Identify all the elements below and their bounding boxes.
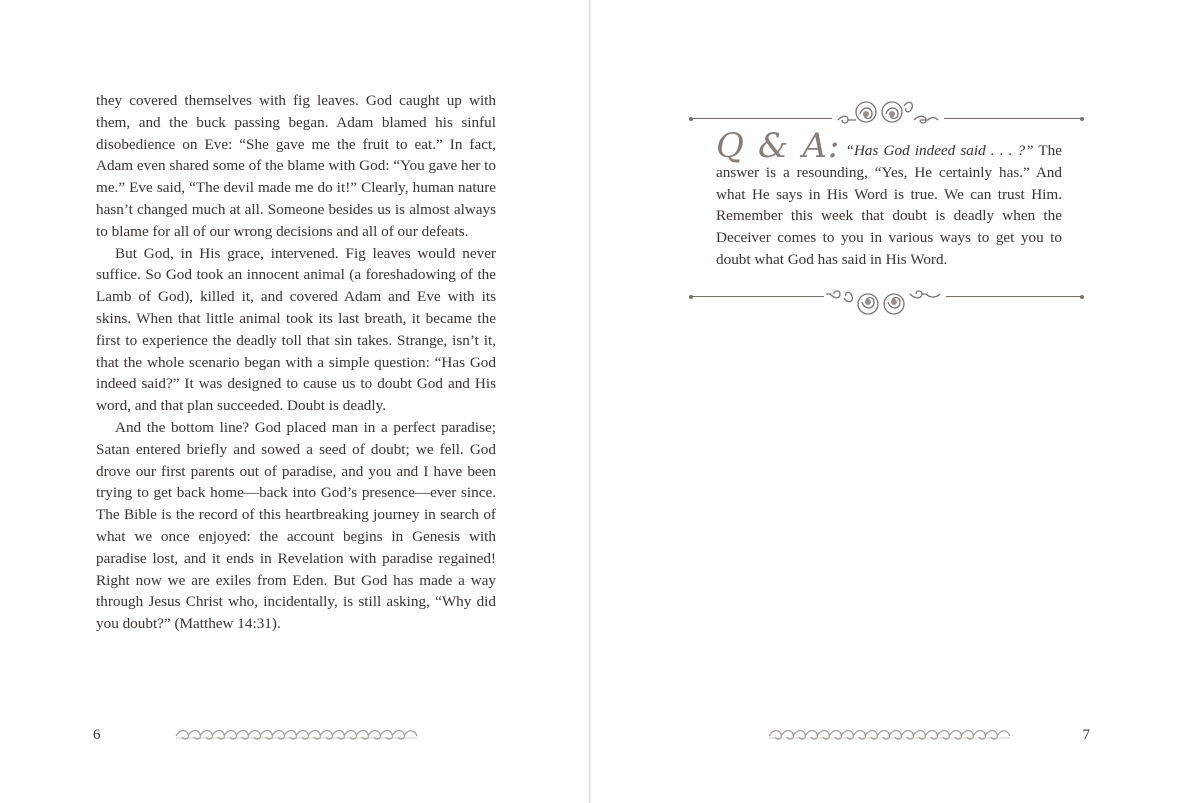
footer-ornament-icon xyxy=(767,726,1012,746)
page-number: 6 xyxy=(93,727,101,743)
page-number: 7 xyxy=(1082,727,1090,743)
footer-ornament-icon xyxy=(174,726,419,746)
qa-heading: Q & A: xyxy=(716,126,841,166)
rule-dot xyxy=(1080,117,1084,121)
top-flourish-icon xyxy=(834,94,942,134)
bottom-rule-left xyxy=(692,296,824,297)
paragraph: But God, in His grace, intervened. Fig leaves would never suffice. So God took an innocent animal (a foreshadowing of the Lamb of God), killed it, and covered Adam and Eve with its skins. When that little animal took its last breath, it became the first to experience the deadly toll that sin takes. Strange, isn’t it, that the whole scenario began with a simple question: “Has God indeed said?” It was designed to cause us to doubt God and His word, and that plan succeeded. Doubt is deadly. xyxy=(96,244,496,415)
left-page xyxy=(0,0,589,803)
top-rule-left xyxy=(692,118,832,119)
top-rule-right xyxy=(944,118,1082,119)
qa-question: “Has God indeed said . . . ?” xyxy=(845,142,1034,159)
paragraph: And the bottom line? God placed man in a perfect paradise; Satan entered briefly and sowed a seed of doubt; we fell. God drove our first parents out of paradise, and you and I have been trying to get back home—back into God’s presence—ever since. The Bible is the record of this heartbreaking journey in search of what we once enjoyed: the account begins in Genesis with paradise lost, and it ends in Revelation with paradise regained! Right now we are exiles from Eden. But God has made a way through Jesus Christ who, incidentally, is still asking, “Why did you doubt?” (Matthew 14:31). xyxy=(96,418,496,633)
right-page xyxy=(591,0,1180,803)
bottom-flourish-icon xyxy=(826,284,944,324)
qa-answer: The answer is a resounding, “Yes, He certainly has.” And what He says in His Word is true. We can trust Him. Remember this week that doubt is deadly when the Deceiver comes to you in various ways to get you to doubt what God has said in His Word. xyxy=(716,142,1063,268)
left-page-body xyxy=(96,90,496,635)
rule-dot xyxy=(1080,295,1084,299)
paragraph: they covered themselves with fig leaves. God caught up with them, and the buck passing began. Adam blamed his sinful disobedience on Eve: “She gave me the fruit to eat.” In fact, Adam even shared some of the blame with God: “You gave her to me.” Eve said, “The devil made me do it!” Clearly, human nature hasn’t changed much at all. Someone besides us is almost always to blame for all of our wrong decisions and all of our defeats. xyxy=(96,92,496,240)
bottom-rule-right xyxy=(946,296,1082,297)
qa-box xyxy=(686,88,1096,328)
qa-text xyxy=(716,126,1063,271)
